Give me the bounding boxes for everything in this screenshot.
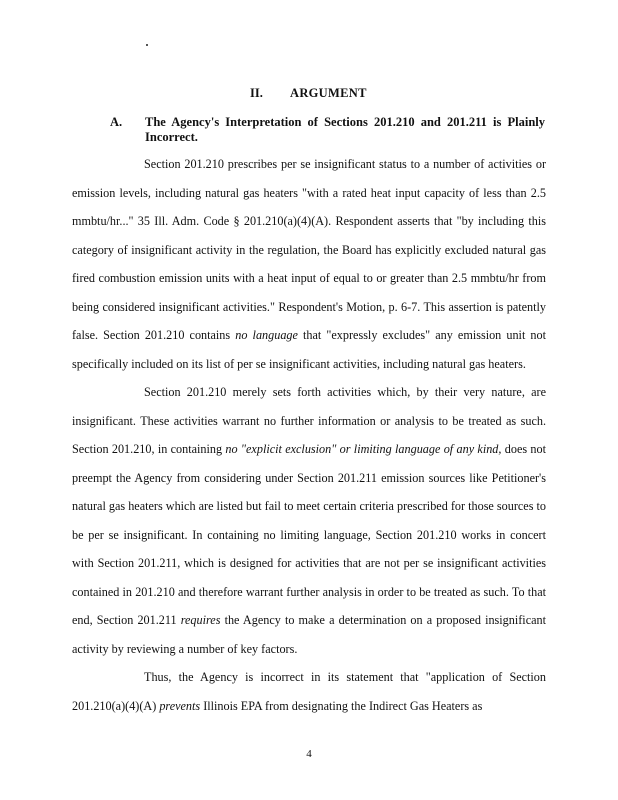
- emphasized-text: no "explicit exclusion" or limiting language of any kind,: [225, 442, 502, 456]
- text-run: that "expressly excludes" any emission unit not specifically included on its list of per se insignificant activities, including natural gas heaters.: [72, 328, 547, 371]
- emphasized-text: prevents: [159, 698, 201, 713]
- text-run: Illinois EPA from designating the Indirect Gas Heaters as: [200, 698, 483, 713]
- emphasized-text: requires: [180, 613, 221, 627]
- paragraph: [72, 378, 546, 663]
- section-title: ARGUMENT: [290, 86, 367, 100]
- page-number: 4: [306, 748, 312, 760]
- body-text: [72, 150, 546, 720]
- emphasized-text: no language: [235, 328, 298, 342]
- paragraph: [72, 150, 546, 378]
- section-number: II.: [250, 86, 263, 100]
- subsection-letter: A.: [110, 115, 123, 129]
- text-run: Section 201.210 merely sets forth activities which, by their very nature, are insignificant. These activities warrant no further information or analysis to be treated as such. Section 201.210, in containing: [72, 385, 546, 456]
- scan-speck: [146, 44, 148, 46]
- text-run: the Agency to make a determination on a proposed insignificant activity by reviewing a number of key factors.: [72, 613, 546, 656]
- text-run: Section 201.210 prescribes per se insignificant status to a number of activities or emission levels, including natural gas heaters "with a rated heat input capacity of less than 2.5 mmbtu/hr..." 35 Ill. Adm. Code § 201.210(a)(4)(A). Respondent asserts that "by including this category of insignificant activity in the regulation, the Board has explicitly excluded natural gas fired combustion emission units with a heat input of equal to or greater than 2.5 mmbtu/hr from being considered insignificant activities." Respondent's Motion, p. 6-7. This assertion is patently false. Section 201.210 contains: [72, 157, 546, 342]
- text-run: Thus, the Agency is incorrect in its statement that "application of Section 201.210(a)(4)(A): [72, 670, 546, 713]
- paragraph: [72, 663, 546, 720]
- text-run: does not preempt the Agency from considering under Section 201.211 emission sources like Petitioner's natural gas heaters which are listed but fail to meet certain criteria prescribed for those sources to be per se insignificant. In containing no limiting language, Section 201.210 works in concert with Section 201.211, which is designed for activities that are not per se insignificant activities contained in 201.210 and therefore warrant further analysis in order to be treated as such. To that end, Section 201.211: [72, 442, 546, 627]
- subsection-title: The Agency's Interpretation of Sections 201.210 and 201.211 is Plainly Incorrect.: [145, 115, 545, 144]
